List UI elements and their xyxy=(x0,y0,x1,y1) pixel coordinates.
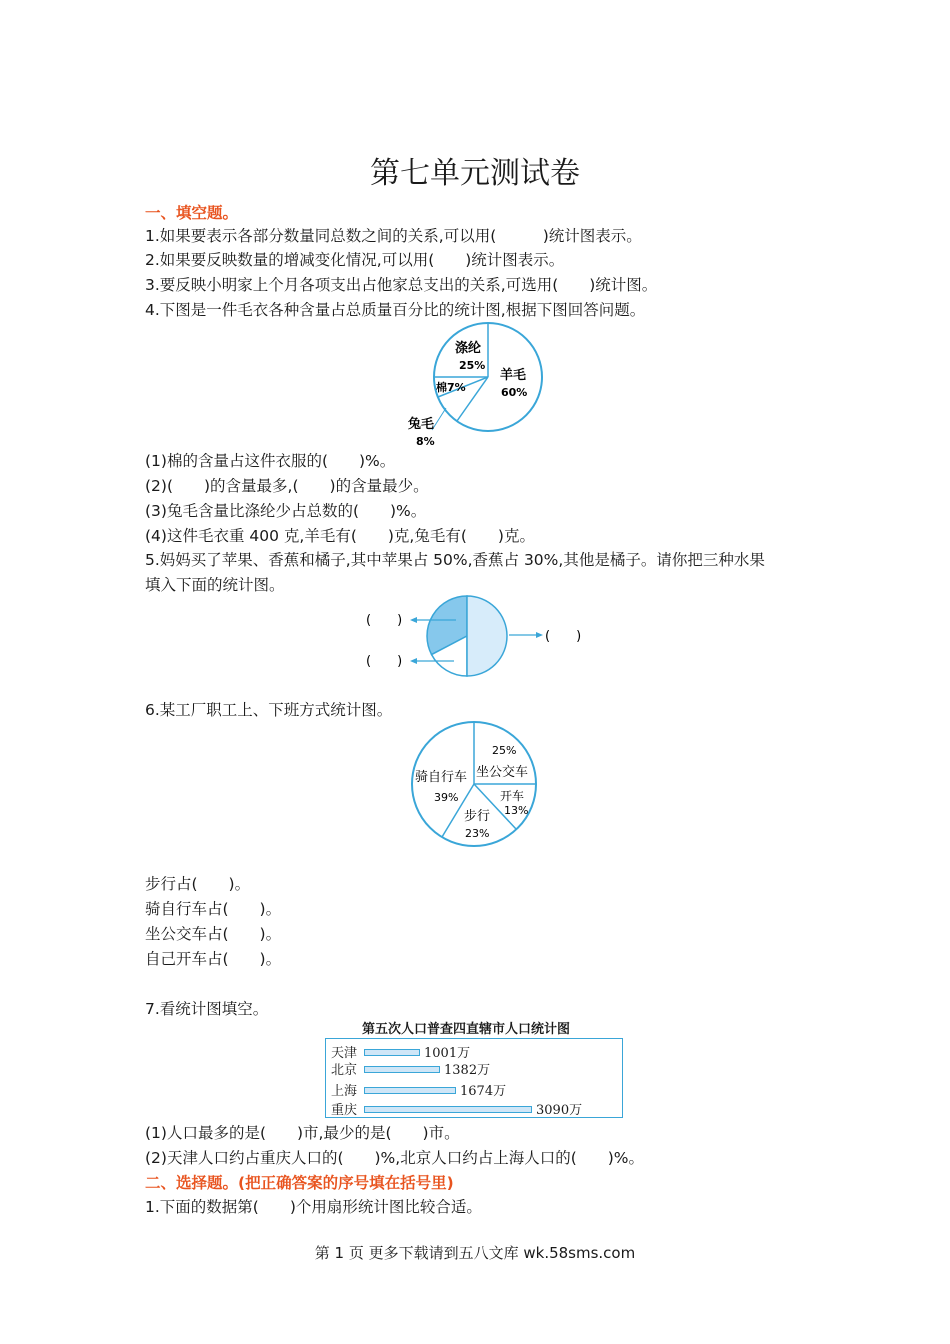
label-yangmao-pct: 60% xyxy=(501,386,528,399)
label-mian: 棉7% xyxy=(436,381,466,394)
label-diluen-pct: 25% xyxy=(459,359,486,372)
question-6-c: 坐公交车占( )。 xyxy=(145,925,282,943)
population-bar xyxy=(364,1087,456,1094)
population-bar xyxy=(364,1106,532,1113)
bar-category: 天津 xyxy=(331,1046,358,1061)
question-6-a: 步行占( )。 xyxy=(145,875,251,893)
page-footer: 第 1 页 更多下载请到五八文库 wk.58sms.com xyxy=(314,1244,636,1262)
bar-value-label: 1001万 xyxy=(424,1046,471,1061)
bar-category: 重庆 xyxy=(331,1103,358,1118)
question-2: 2.如果要反映数量的增减变化情况,可以用( )统计图表示。 xyxy=(145,251,565,269)
population-bar xyxy=(364,1049,420,1056)
fruit-pie-chart xyxy=(360,590,600,684)
label-diluen: 涤纶 xyxy=(455,341,482,356)
bar-chart-title: 第五次人口普查四直辖市人口统计图 xyxy=(362,1022,571,1037)
blank-right: ( ) xyxy=(545,629,582,644)
question-4: 4.下图是一件毛衣各种含量占总质量百分比的统计图,根据下图回答问题。 xyxy=(145,301,646,319)
question-4-1: (1)棉的含量占这件衣服的( )%。 xyxy=(145,452,396,470)
question-7: 7.看统计图填空。 xyxy=(145,1000,269,1018)
label-yangmao: 羊毛 xyxy=(500,368,527,383)
label-kaiche: 开车 xyxy=(500,789,525,803)
label-buxing: 步行 xyxy=(464,809,491,824)
question-6-b: 骑自行车占( )。 xyxy=(145,900,282,918)
bar-value-label: 1382万 xyxy=(444,1063,491,1078)
question-6: 6.某工厂职工上、下班方式统计图。 xyxy=(145,701,393,719)
section-heading-1: 一、填空题。 xyxy=(145,204,239,222)
label-kaiche-pct: 13% xyxy=(504,804,529,817)
question-4-4: (4)这件毛衣重 400 克,羊毛有( )克,兔毛有( )克。 xyxy=(145,527,535,545)
question-8: 1.下面的数据第( )个用扇形统计图比较合适。 xyxy=(145,1198,482,1216)
commute-pie-chart xyxy=(406,718,542,852)
label-gongjiao-pct: 25% xyxy=(492,744,517,757)
bar-category: 上海 xyxy=(331,1084,358,1099)
sweater-pie-chart xyxy=(400,318,560,450)
label-buxing-pct: 23% xyxy=(465,827,490,840)
question-1: 1.如果要表示各部分数量同总数之间的关系,可以用( )统计图表示。 xyxy=(145,227,642,245)
question-7-1: (1)人口最多的是( )市,最少的是( )市。 xyxy=(145,1124,460,1142)
label-tumao-pct: 8% xyxy=(416,435,435,448)
question-5-line-2: 填入下面的统计图。 xyxy=(145,576,285,594)
section-heading-2: 二、选择题。(把正确答案的序号填在括号里) xyxy=(145,1174,454,1192)
page-title: 第七单元测试卷 xyxy=(370,156,580,191)
blank-left-top: ( ) xyxy=(366,613,403,628)
population-bar xyxy=(364,1066,440,1073)
label-tumao: 兔毛 xyxy=(408,417,435,432)
question-6-d: 自己开车占( )。 xyxy=(145,950,282,968)
bar-category: 北京 xyxy=(331,1063,358,1078)
bar-value-label: 1674万 xyxy=(460,1084,507,1099)
question-5-line-1: 5.妈妈买了苹果、香蕉和橘子,其中苹果占 50%,香蕉占 30%,其他是橘子。请你把三种水果 xyxy=(145,551,765,569)
label-zixingche: 骑自行车 xyxy=(415,770,468,785)
question-7-2: (2)天津人口约占重庆人口的( )%,北京人口约占上海人口的( )%。 xyxy=(145,1149,645,1167)
population-bar-chart xyxy=(325,1038,623,1118)
blank-left-bottom: ( ) xyxy=(366,654,403,669)
bar-value-label: 3090万 xyxy=(536,1103,583,1118)
question-4-3: (3)兔毛含量比涤纶少占总数的( )%。 xyxy=(145,502,427,520)
question-3: 3.要反映小明家上个月各项支出占他家总支出的关系,可选用( )统计图。 xyxy=(145,276,658,294)
question-4-2: (2)( )的含量最多,( )的含量最少。 xyxy=(145,477,429,495)
label-gongjiao: 坐公交车 xyxy=(476,765,529,780)
label-zixingche-pct: 39% xyxy=(434,791,459,804)
